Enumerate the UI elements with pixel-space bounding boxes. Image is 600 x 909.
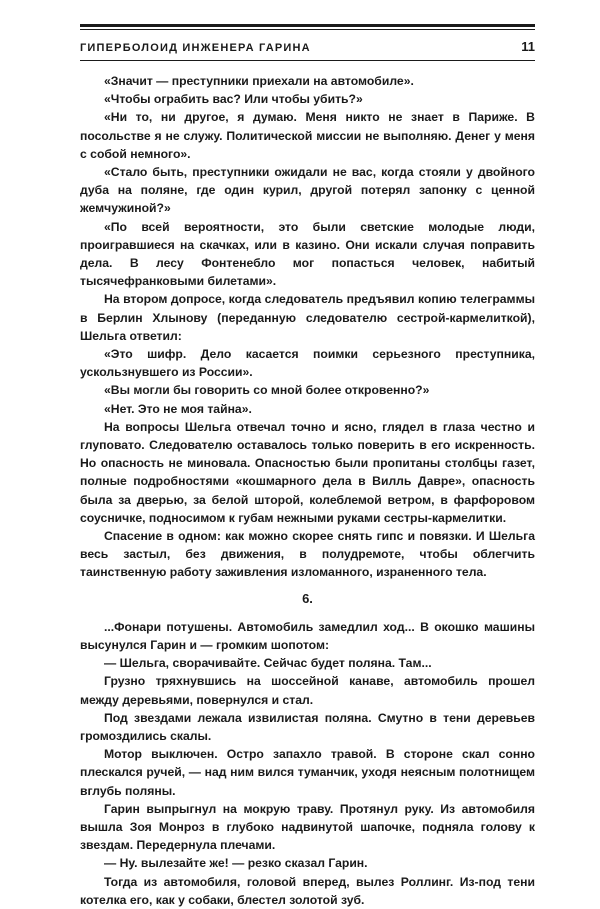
running-head-title: ГИПЕРБОЛОИД ИНЖЕНЕРА ГАРИНА: [80, 42, 311, 54]
chapter-number: 6.: [302, 590, 313, 606]
paragraph: «Стало быть, преступники ожидали не вас, когда стояли у двойного дуба на поляне, где один курил, другой потерял запонку с ценной жемчужиной?»: [80, 165, 535, 216]
page-number: 11: [521, 39, 535, 54]
paragraph: Тогда из автомобиля, головой вперед, вылез Роллинг. Из-под тени котелка его, как у собаки, блестел золотой зуб.: [80, 874, 535, 907]
paragraph: «Вы могли бы говорить со мной более откровенно?»: [104, 383, 430, 398]
paragraph: ...Фонари потушены. Автомобиль замедлил ход... В окошко машины высунулся Гарин и — громким шопотом:: [80, 619, 535, 652]
body-text: [80, 72, 535, 909]
paragraph: Мотор выключен. Остро запахло травой. В стороне скал сонно плескался ручей, — над ним вился туманчик, уходя неясным полотнищем вглубь поляны.: [80, 747, 535, 798]
paragraph: На втором допросе, когда следователь предъявил копию телеграммы в Берлин Хлынову (переданную следователю сестрой-кармелиткой), Шельга ответил:: [80, 292, 535, 343]
paragraph: — Шельга, сворачивайте. Сейчас будет поляна. Там...: [104, 656, 432, 671]
book-page: [80, 24, 535, 909]
paragraph: Грузно тряхнувшись на шоссейной канаве, автомобиль прошел между деревьями, повернулся и стал.: [80, 674, 535, 707]
paragraph: «Это шифр. Дело касается поимки серьезного преступника, ускользнувшего из России».: [80, 347, 535, 380]
running-head: [80, 39, 535, 61]
paragraph: «По всей вероятности, это были светские молодые люди, проигравшиеся на скачках, или в казино. Они искали случая поправить дела. В лесу Фонтенебло мог попасться человек, набитый тысячефранковыми билетами».: [80, 219, 535, 289]
paragraph: «Ни то, ни другое, я думаю. Меня никто не знает в Париже. В посольстве я не служу. Политической миссии не выполняю. Денег у меня с собой немного».: [80, 110, 535, 161]
paragraph: Гарин выпрыгнул на мокрую траву. Протянул руку. Из автомобиля вышла Зоя Монроз в глубоко надвинутой шапочке, подняла голову к звездам. Передернула плечами.: [80, 801, 535, 853]
paragraph: «Чтобы ограбить вас? Или чтобы убить?»: [104, 92, 363, 107]
header-rule-thin: [80, 29, 535, 30]
paragraph: На вопросы Шельга отвечал точно и ясно, глядел в глаза честно и глуповато. Следователю оставалось только поверить в его искренность. Но опасность не миновала. Опасностью были пропитаны столбцы газет, полные подробностями «кошмарного дела в Вилль Давре», опасность была за дверью, за белой шторой, колеблемой ветром, в фарфоровом соусничке, подносимом к губам нежными руками сестры-кармелитки.: [80, 419, 535, 525]
paragraph: — Ну. вылезайте же! — резко сказал Гарин.: [104, 856, 368, 871]
paragraph: «Значит — преступники приехали на автомобиле».: [104, 74, 414, 88]
paragraph: Под звездами лежала извилистая поляна. Смутно в тени деревьев громоздились скалы.: [80, 710, 535, 743]
paragraph: «Нет. Это не моя тайна».: [104, 401, 252, 416]
paragraph: Спасение в одном: как можно скорее снять гипс и повязки. И Шельга весь застыл, без движения, в полудремоте, чтобы облегчить таинственную работу заживления изломанного, израненного тела.: [80, 529, 535, 580]
header-rule-thick: [80, 24, 535, 27]
